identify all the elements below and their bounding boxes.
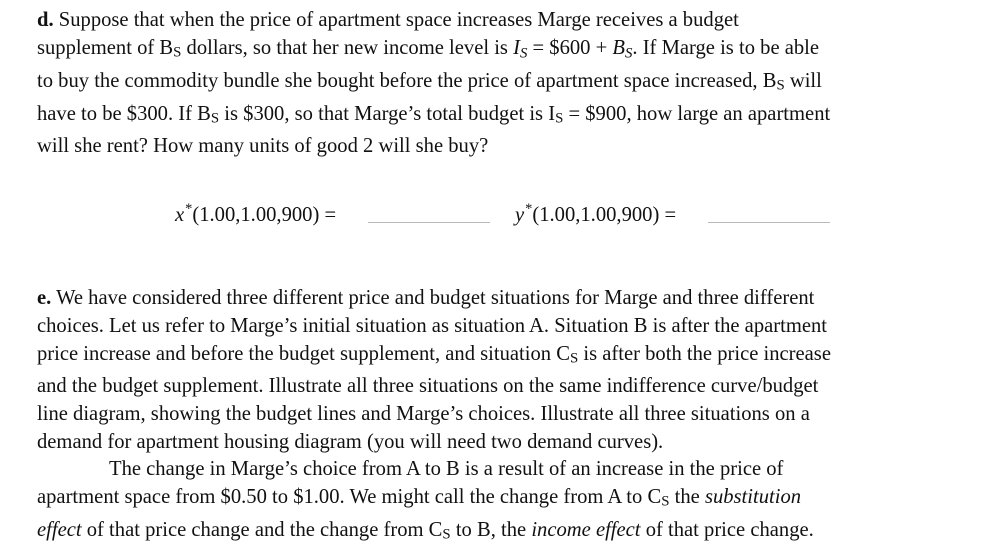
answer-x-blank[interactable] bbox=[368, 222, 490, 223]
substitution-term: substitution bbox=[704, 486, 802, 509]
part-e-sub-s-8: S bbox=[661, 493, 670, 510]
part-e-sub-s-3: S bbox=[569, 350, 579, 367]
budget-subscript: S bbox=[624, 45, 633, 62]
part-d-text-2a: supplement of B bbox=[37, 36, 174, 59]
part-e-text-8b: the bbox=[669, 486, 705, 509]
answer-x-expression bbox=[175, 195, 336, 229]
answer-x-star: * bbox=[185, 201, 193, 217]
part-e-line-3 bbox=[37, 341, 982, 373]
part-e-text-3: price increase and before the budget supplement, and situation C bbox=[37, 342, 570, 365]
part-e-line-7 bbox=[37, 456, 982, 484]
part-d-sub-s-4: S bbox=[210, 110, 220, 127]
part-e-line-4 bbox=[37, 373, 982, 401]
part-e-paragraph bbox=[37, 285, 982, 549]
part-e-text-2: choices. Let us refer to Marge’s initial situation as situation A. Situation B is after the apartment bbox=[37, 314, 828, 337]
part-e-text-9b: to B, the bbox=[450, 518, 532, 541]
part-e-label: e. bbox=[37, 287, 52, 309]
part-e-text-8a: apartment space from $0.50 to $1.00. We might call the change from A to C bbox=[37, 486, 662, 509]
part-d-sub-s-4b: S bbox=[555, 110, 564, 127]
part-e-line-2 bbox=[37, 313, 982, 341]
income-effect-term: income effect bbox=[531, 518, 641, 541]
answer-x-args: (1.00,1.00,900) = bbox=[192, 203, 337, 226]
part-d-line-1 bbox=[37, 7, 982, 35]
part-d-text-4c: is $300, so that Marge’s total budget is I bbox=[219, 102, 556, 125]
part-e-line-5 bbox=[37, 401, 982, 429]
income-subscript: S bbox=[519, 45, 528, 62]
part-e-text-9a: of that price change and the change from C bbox=[81, 518, 443, 541]
part-d-text-3a: to buy the commodity bundle she bought before the price of apartment space increased, B bbox=[37, 70, 777, 93]
part-e-text-4: and the budget supplement. Illustrate all three situations on the same indifference curve/budget bbox=[37, 375, 819, 398]
part-e-text-5: line diagram, showing the budget lines and Marge’s choices. Illustrate all three situations on a bbox=[37, 402, 810, 425]
part-d-line-3 bbox=[37, 68, 982, 100]
answer-y-star: * bbox=[525, 201, 533, 217]
answer-y-expression bbox=[515, 195, 676, 229]
part-e-text-9c: of that price change. bbox=[640, 518, 814, 541]
part-d-text-2d: . If Marge is to be able bbox=[632, 36, 820, 59]
part-d-line-2 bbox=[37, 35, 982, 69]
income-equation: = $600 + bbox=[527, 36, 613, 59]
part-e-text-6: demand for apartment housing diagram (you will need two demand curves). bbox=[37, 430, 664, 453]
budget-symbol: B bbox=[612, 36, 625, 59]
part-e-text-1: We have considered three different price and budget situations for Marge and three different bbox=[56, 287, 815, 309]
effect-term: effect bbox=[37, 518, 82, 541]
part-d-text-3c: will bbox=[784, 70, 822, 93]
part-d-text-5: will she rent? How many units of good 2 will she buy? bbox=[37, 135, 489, 158]
part-d-sub-s: S bbox=[173, 44, 182, 61]
part-d-text-1: Suppose that when the price of apartment space increases Marge receives a budget bbox=[58, 9, 739, 31]
part-d-sub-s-3: S bbox=[776, 77, 785, 94]
part-d-line-5 bbox=[37, 133, 982, 161]
part-e-text-7: The change in Marge’s choice from A to B is a result of an increase in the price of bbox=[109, 458, 784, 481]
part-e-sub-s-9: S bbox=[442, 526, 451, 543]
part-d-text-2c: dollars, so that her new income level is bbox=[181, 36, 514, 59]
part-d-line-4 bbox=[37, 101, 982, 133]
income-symbol: I bbox=[513, 36, 520, 59]
answer-x-var: x bbox=[175, 203, 185, 226]
part-d-paragraph bbox=[37, 7, 982, 161]
answer-y-blank[interactable] bbox=[708, 222, 830, 223]
part-e-line-9 bbox=[37, 517, 982, 549]
part-d-label: d. bbox=[37, 9, 54, 31]
part-d-text-4e: = $900, how large an apartment bbox=[563, 102, 831, 125]
part-e-line-1 bbox=[37, 285, 982, 313]
part-d-text-4a: have to be $300. If B bbox=[37, 102, 211, 125]
part-e-line-6 bbox=[37, 429, 982, 457]
part-e-line-8 bbox=[37, 484, 982, 516]
answer-y-args: (1.00,1.00,900) = bbox=[532, 203, 677, 226]
part-e-text-3b: is after both the price increase bbox=[578, 342, 831, 365]
answer-y-var: y bbox=[515, 203, 525, 226]
